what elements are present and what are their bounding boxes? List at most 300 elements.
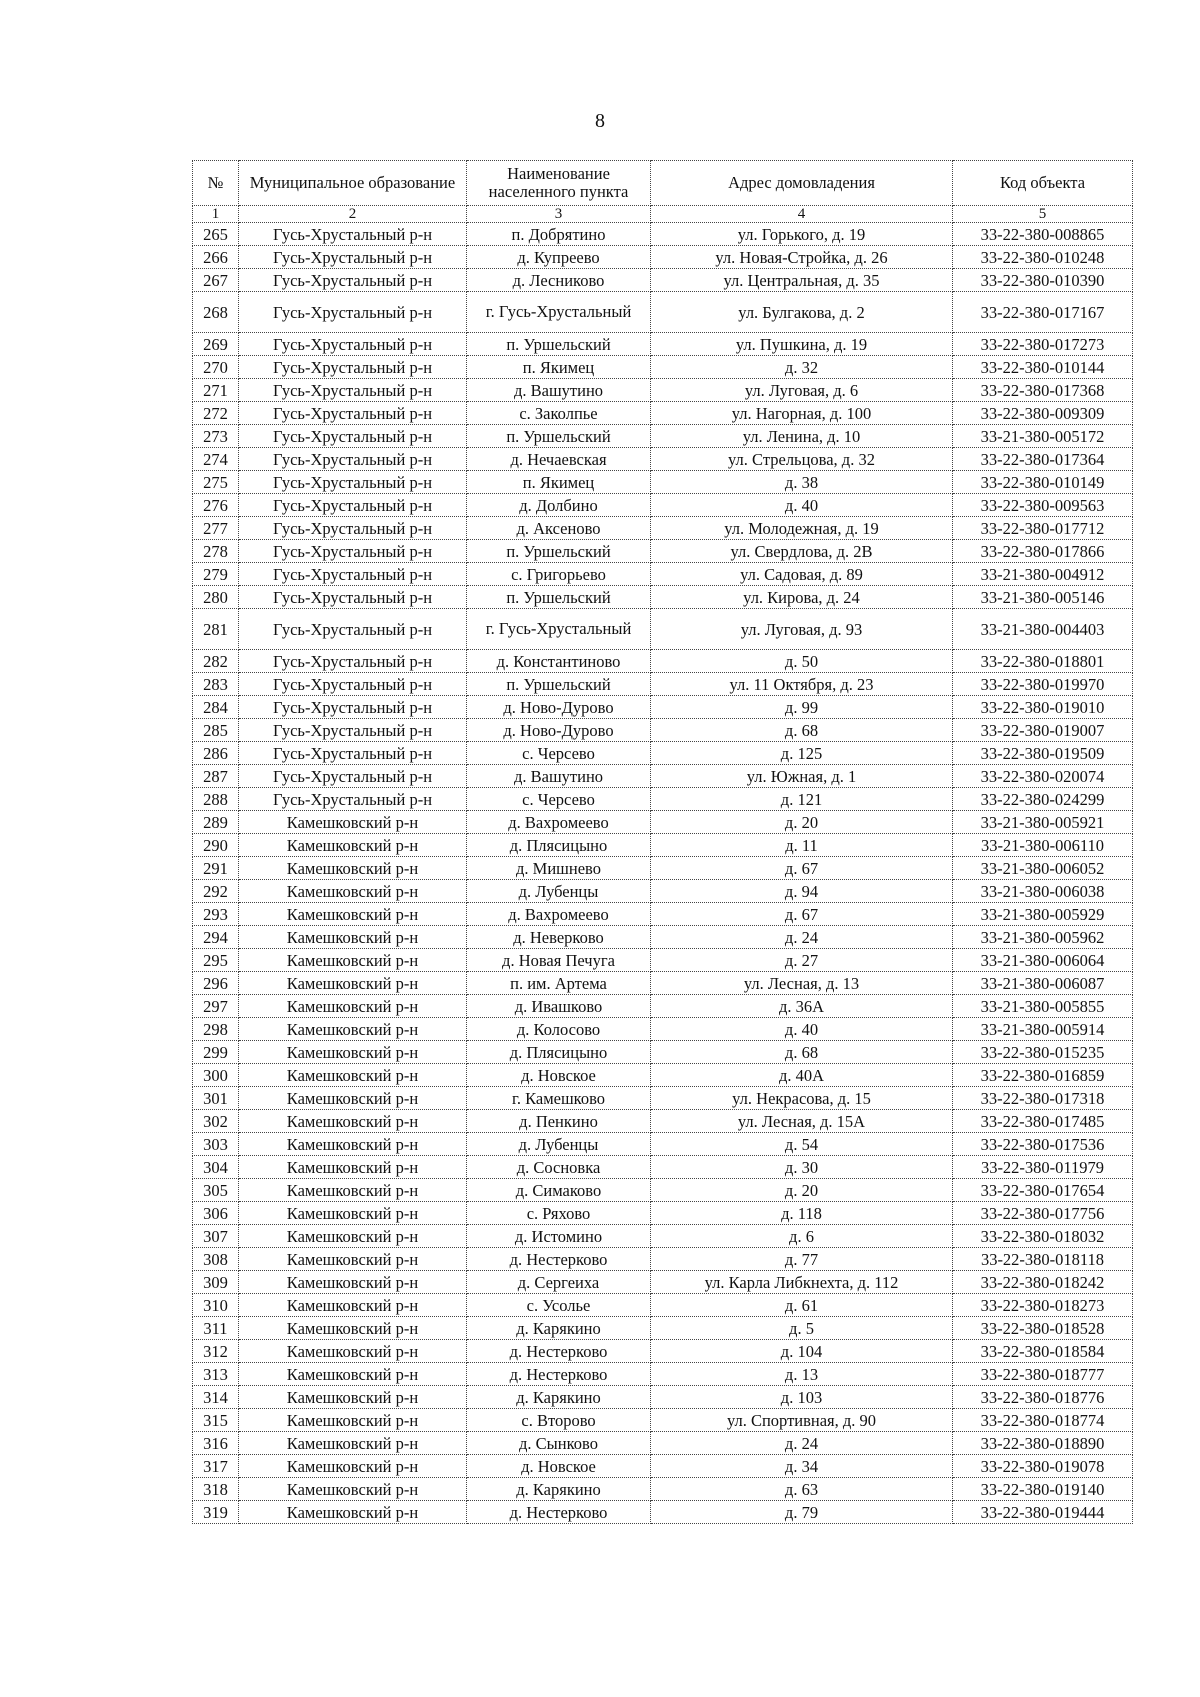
object-code-cell: 33-22-380-018890: [953, 1432, 1133, 1455]
object-code-cell: 33-22-380-010390: [953, 269, 1133, 292]
address-cell: д. 30: [651, 1156, 953, 1179]
settlement-cell: д. Вашутино: [467, 765, 651, 788]
table-row: [193, 742, 1133, 765]
row-number: 305: [193, 1179, 239, 1202]
municipality-cell: Гусь-Хрустальный р-н: [239, 609, 467, 650]
settlement-cell: г. Гусь-Хрустальный: [467, 609, 651, 650]
row-number: 315: [193, 1409, 239, 1432]
settlement-cell: с. Григорьево: [467, 563, 651, 586]
row-number: 310: [193, 1294, 239, 1317]
object-code-cell: 33-22-380-010149: [953, 471, 1133, 494]
object-code-cell: 33-22-380-017485: [953, 1110, 1133, 1133]
object-code-cell: 33-21-380-006064: [953, 949, 1133, 972]
table-row: [193, 719, 1133, 742]
address-cell: д. 13: [651, 1363, 953, 1386]
table-row: [193, 425, 1133, 448]
address-cell: д. 40А: [651, 1064, 953, 1087]
object-code-cell: 33-22-380-011979: [953, 1156, 1133, 1179]
settlement-cell: д. Новское: [467, 1064, 651, 1087]
row-number: 297: [193, 995, 239, 1018]
page-number: 8: [595, 110, 605, 132]
row-number: 295: [193, 949, 239, 972]
row-number: 285: [193, 719, 239, 742]
property-registry-table: [192, 160, 1133, 1524]
object-code-cell: 33-21-380-005146: [953, 586, 1133, 609]
object-code-cell: 33-21-380-006038: [953, 880, 1133, 903]
address-cell: д. 36А: [651, 995, 953, 1018]
table-row: [193, 1478, 1133, 1501]
settlement-cell: п. Добрятино: [467, 223, 651, 246]
row-number: 290: [193, 834, 239, 857]
table-row: [193, 1432, 1133, 1455]
municipality-cell: Гусь-Хрустальный р-н: [239, 425, 467, 448]
settlement-cell: п. Уршельский: [467, 673, 651, 696]
object-code-cell: 33-22-380-018801: [953, 650, 1133, 673]
address-cell: д. 104: [651, 1340, 953, 1363]
municipality-cell: Гусь-Хрустальный р-н: [239, 269, 467, 292]
object-code-cell: 33-22-380-017866: [953, 540, 1133, 563]
table-row: [193, 609, 1133, 650]
address-cell: д. 20: [651, 1179, 953, 1202]
row-number: 280: [193, 586, 239, 609]
municipality-cell: Гусь-Хрустальный р-н: [239, 402, 467, 425]
municipality-cell: Гусь-Хрустальный р-н: [239, 765, 467, 788]
object-code-cell: 33-21-380-004912: [953, 563, 1133, 586]
table-row: [193, 1064, 1133, 1087]
settlement-cell: д. Истомино: [467, 1225, 651, 1248]
settlement-cell: д. Лубенцы: [467, 1133, 651, 1156]
settlement-cell: д. Ивашково: [467, 995, 651, 1018]
address-cell: ул. 11 Октября, д. 23: [651, 673, 953, 696]
row-number: 308: [193, 1248, 239, 1271]
row-number: 272: [193, 402, 239, 425]
municipality-cell: Гусь-Хрустальный р-н: [239, 333, 467, 356]
table-row: [193, 1317, 1133, 1340]
settlement-cell: д. Карякино: [467, 1317, 651, 1340]
row-number: 298: [193, 1018, 239, 1041]
object-code-cell: 33-22-380-017167: [953, 292, 1133, 333]
address-cell: д. 68: [651, 719, 953, 742]
table-row: [193, 995, 1133, 1018]
row-number: 291: [193, 857, 239, 880]
settlement-cell: д. Сергеиха: [467, 1271, 651, 1294]
table-row: [193, 1340, 1133, 1363]
address-cell: д. 38: [651, 471, 953, 494]
settlement-cell: д. Неверково: [467, 926, 651, 949]
header-settlement: Наименование населенного пункта: [467, 161, 651, 206]
municipality-cell: Камешковский р-н: [239, 1317, 467, 1340]
municipality-cell: Камешковский р-н: [239, 1363, 467, 1386]
object-code-cell: 33-22-380-019970: [953, 673, 1133, 696]
table-row: [193, 857, 1133, 880]
object-code-cell: 33-22-380-018774: [953, 1409, 1133, 1432]
row-number: 273: [193, 425, 239, 448]
table-row: [193, 1179, 1133, 1202]
settlement-cell: д. Колосово: [467, 1018, 651, 1041]
column-number: 5: [953, 206, 1133, 223]
row-number: 283: [193, 673, 239, 696]
table-row: [193, 788, 1133, 811]
settlement-cell: д. Нестерково: [467, 1340, 651, 1363]
address-cell: ул. Пушкина, д. 19: [651, 333, 953, 356]
table-row: [193, 1386, 1133, 1409]
address-cell: ул. Молодежная, д. 19: [651, 517, 953, 540]
object-code-cell: 33-22-380-020074: [953, 765, 1133, 788]
table-row: [193, 696, 1133, 719]
settlement-cell: п. Уршельский: [467, 586, 651, 609]
address-cell: д. 54: [651, 1133, 953, 1156]
object-code-cell: 33-22-380-024299: [953, 788, 1133, 811]
municipality-cell: Камешковский р-н: [239, 1202, 467, 1225]
row-number: 302: [193, 1110, 239, 1133]
settlement-cell: д. Лубенцы: [467, 880, 651, 903]
object-code-cell: 33-22-380-017712: [953, 517, 1133, 540]
municipality-cell: Камешковский р-н: [239, 1225, 467, 1248]
row-number: 301: [193, 1087, 239, 1110]
address-cell: д. 121: [651, 788, 953, 811]
object-code-cell: 33-22-380-017364: [953, 448, 1133, 471]
row-number: 304: [193, 1156, 239, 1179]
settlement-cell: с. Заколпье: [467, 402, 651, 425]
settlement-cell: г. Гусь-Хрустальный: [467, 292, 651, 333]
table-row: [193, 1156, 1133, 1179]
municipality-cell: Камешковский р-н: [239, 1156, 467, 1179]
object-code-cell: 33-21-380-005172: [953, 425, 1133, 448]
table-row: [193, 563, 1133, 586]
object-code-cell: 33-22-380-018242: [953, 1271, 1133, 1294]
municipality-cell: Гусь-Хрустальный р-н: [239, 471, 467, 494]
municipality-cell: Камешковский р-н: [239, 857, 467, 880]
municipality-cell: Камешковский р-н: [239, 1432, 467, 1455]
municipality-cell: Камешковский р-н: [239, 1087, 467, 1110]
settlement-cell: д. Вашутино: [467, 379, 651, 402]
table-row: [193, 471, 1133, 494]
municipality-cell: Камешковский р-н: [239, 1271, 467, 1294]
address-cell: ул. Нагорная, д. 100: [651, 402, 953, 425]
table-row: [193, 1271, 1133, 1294]
column-number: 1: [193, 206, 239, 223]
municipality-cell: Камешковский р-н: [239, 903, 467, 926]
row-number: 313: [193, 1363, 239, 1386]
address-cell: ул. Центральная, д. 35: [651, 269, 953, 292]
municipality-cell: Камешковский р-н: [239, 972, 467, 995]
settlement-cell: д. Карякино: [467, 1478, 651, 1501]
table-row: [193, 1041, 1133, 1064]
table-body: [193, 223, 1133, 1524]
row-number: 316: [193, 1432, 239, 1455]
municipality-cell: Гусь-Хрустальный р-н: [239, 223, 467, 246]
table-row: [193, 880, 1133, 903]
object-code-cell: 33-22-380-018584: [953, 1340, 1133, 1363]
municipality-cell: Камешковский р-н: [239, 1064, 467, 1087]
municipality-cell: Камешковский р-н: [239, 1455, 467, 1478]
table-row: [193, 379, 1133, 402]
settlement-cell: д. Сосновка: [467, 1156, 651, 1179]
address-cell: д. 94: [651, 880, 953, 903]
address-cell: д. 103: [651, 1386, 953, 1409]
object-code-cell: 33-22-380-017756: [953, 1202, 1133, 1225]
object-code-cell: 33-22-380-019007: [953, 719, 1133, 742]
table-row: [193, 1501, 1133, 1524]
column-number-row: [193, 206, 1133, 223]
row-number: 309: [193, 1271, 239, 1294]
settlement-cell: д. Нестерково: [467, 1501, 651, 1524]
row-number: 281: [193, 609, 239, 650]
table-row: [193, 1248, 1133, 1271]
address-cell: д. 67: [651, 857, 953, 880]
municipality-cell: Гусь-Хрустальный р-н: [239, 788, 467, 811]
table-row: [193, 333, 1133, 356]
row-number: 312: [193, 1340, 239, 1363]
object-code-cell: 33-21-380-005962: [953, 926, 1133, 949]
address-cell: ул. Южная, д. 1: [651, 765, 953, 788]
object-code-cell: 33-22-380-016859: [953, 1064, 1133, 1087]
municipality-cell: Гусь-Хрустальный р-н: [239, 379, 467, 402]
table-row: [193, 517, 1133, 540]
municipality-cell: Камешковский р-н: [239, 1041, 467, 1064]
table-row: [193, 586, 1133, 609]
municipality-cell: Камешковский р-н: [239, 995, 467, 1018]
row-number: 265: [193, 223, 239, 246]
municipality-cell: Гусь-Хрустальный р-н: [239, 742, 467, 765]
address-cell: д. 67: [651, 903, 953, 926]
municipality-cell: Камешковский р-н: [239, 1294, 467, 1317]
column-number: 4: [651, 206, 953, 223]
row-number: 266: [193, 246, 239, 269]
address-cell: ул. Садовая, д. 89: [651, 563, 953, 586]
address-cell: ул. Некрасова, д. 15: [651, 1087, 953, 1110]
row-number: 268: [193, 292, 239, 333]
row-number: 270: [193, 356, 239, 379]
object-code-cell: 33-21-380-006110: [953, 834, 1133, 857]
object-code-cell: 33-22-380-018528: [953, 1317, 1133, 1340]
row-number: 271: [193, 379, 239, 402]
table-row: [193, 269, 1133, 292]
table-row: [193, 1455, 1133, 1478]
object-code-cell: 33-21-380-005929: [953, 903, 1133, 926]
row-number: 277: [193, 517, 239, 540]
municipality-cell: Гусь-Хрустальный р-н: [239, 540, 467, 563]
row-number: 269: [193, 333, 239, 356]
column-number: 3: [467, 206, 651, 223]
address-cell: ул. Луговая, д. 93: [651, 609, 953, 650]
municipality-cell: Камешковский р-н: [239, 949, 467, 972]
header-address: Адрес домовладения: [651, 161, 953, 206]
municipality-cell: Камешковский р-н: [239, 1340, 467, 1363]
address-cell: д. 24: [651, 926, 953, 949]
object-code-cell: 33-22-380-017368: [953, 379, 1133, 402]
address-cell: д. 63: [651, 1478, 953, 1501]
address-cell: ул. Стрельцова, д. 32: [651, 448, 953, 471]
address-cell: ул. Свердлова, д. 2В: [651, 540, 953, 563]
address-cell: ул. Лесная, д. 15А: [651, 1110, 953, 1133]
object-code-cell: 33-21-380-005921: [953, 811, 1133, 834]
municipality-cell: Камешковский р-н: [239, 811, 467, 834]
address-cell: ул. Карла Либкнехта, д. 112: [651, 1271, 953, 1294]
settlement-cell: д. Новское: [467, 1455, 651, 1478]
address-cell: д. 11: [651, 834, 953, 857]
address-cell: д. 27: [651, 949, 953, 972]
address-cell: ул. Ленина, д. 10: [651, 425, 953, 448]
object-code-cell: 33-22-380-017654: [953, 1179, 1133, 1202]
address-cell: ул. Булгакова, д. 2: [651, 292, 953, 333]
municipality-cell: Камешковский р-н: [239, 1248, 467, 1271]
address-cell: д. 77: [651, 1248, 953, 1271]
row-number: 300: [193, 1064, 239, 1087]
table-row: [193, 292, 1133, 333]
row-number: 288: [193, 788, 239, 811]
settlement-cell: д. Аксеново: [467, 517, 651, 540]
object-code-cell: 33-22-380-017536: [953, 1133, 1133, 1156]
municipality-cell: Гусь-Хрустальный р-н: [239, 517, 467, 540]
object-code-cell: 33-22-380-017318: [953, 1087, 1133, 1110]
settlement-cell: п. Уршельский: [467, 425, 651, 448]
row-number: 318: [193, 1478, 239, 1501]
row-number: 317: [193, 1455, 239, 1478]
municipality-cell: Гусь-Хрустальный р-н: [239, 719, 467, 742]
address-cell: д. 40: [651, 1018, 953, 1041]
address-cell: д. 61: [651, 1294, 953, 1317]
object-code-cell: 33-22-380-018273: [953, 1294, 1133, 1317]
settlement-cell: с. Черсево: [467, 788, 651, 811]
settlement-cell: д. Лесниково: [467, 269, 651, 292]
table-row: [193, 402, 1133, 425]
settlement-cell: п. Якимец: [467, 471, 651, 494]
header-number: №: [193, 161, 239, 206]
settlement-cell: д. Ново-Дурово: [467, 696, 651, 719]
address-cell: д. 40: [651, 494, 953, 517]
table-row: [193, 448, 1133, 471]
table-row: [193, 1202, 1133, 1225]
settlement-cell: д. Новая Печуга: [467, 949, 651, 972]
table-row: [193, 246, 1133, 269]
object-code-cell: 33-21-380-006087: [953, 972, 1133, 995]
table-header-row: [193, 161, 1133, 206]
address-cell: д. 6: [651, 1225, 953, 1248]
address-cell: ул. Кирова, д. 24: [651, 586, 953, 609]
row-number: 303: [193, 1133, 239, 1156]
address-cell: д. 34: [651, 1455, 953, 1478]
object-code-cell: 33-22-380-008865: [953, 223, 1133, 246]
settlement-cell: д. Вахромеево: [467, 903, 651, 926]
table-row: [193, 1110, 1133, 1133]
municipality-cell: Гусь-Хрустальный р-н: [239, 494, 467, 517]
table-row: [193, 1018, 1133, 1041]
municipality-cell: Гусь-Хрустальный р-н: [239, 563, 467, 586]
header-municipality: Муниципальное образование: [239, 161, 467, 206]
table-row: [193, 926, 1133, 949]
municipality-cell: Камешковский р-н: [239, 880, 467, 903]
object-code-cell: 33-22-380-015235: [953, 1041, 1133, 1064]
row-number: 276: [193, 494, 239, 517]
row-number: 287: [193, 765, 239, 788]
municipality-cell: Гусь-Хрустальный р-н: [239, 586, 467, 609]
settlement-cell: п. Уршельский: [467, 333, 651, 356]
row-number: 311: [193, 1317, 239, 1340]
object-code-cell: 33-22-380-019509: [953, 742, 1133, 765]
settlement-cell: д. Нестерково: [467, 1363, 651, 1386]
settlement-cell: п. Уршельский: [467, 540, 651, 563]
table-row: [193, 949, 1133, 972]
table-row: [193, 494, 1133, 517]
settlement-cell: д. Вахромеево: [467, 811, 651, 834]
object-code-cell: 33-22-380-010144: [953, 356, 1133, 379]
address-cell: ул. Лесная, д. 13: [651, 972, 953, 995]
municipality-cell: Камешковский р-н: [239, 1409, 467, 1432]
settlement-cell: д. Ново-Дурово: [467, 719, 651, 742]
header-object-code: Код объекта: [953, 161, 1133, 206]
settlement-cell: д. Плясицыно: [467, 1041, 651, 1064]
row-number: 286: [193, 742, 239, 765]
object-code-cell: 33-21-380-005855: [953, 995, 1133, 1018]
municipality-cell: Камешковский р-н: [239, 1110, 467, 1133]
object-code-cell: 33-22-380-009563: [953, 494, 1133, 517]
settlement-cell: п. им. Артема: [467, 972, 651, 995]
table-row: [193, 765, 1133, 788]
settlement-cell: д. Симаково: [467, 1179, 651, 1202]
settlement-cell: д. Карякино: [467, 1386, 651, 1409]
table-row: [193, 972, 1133, 995]
municipality-cell: Гусь-Хрустальный р-н: [239, 673, 467, 696]
object-code-cell: 33-22-380-017273: [953, 333, 1133, 356]
object-code-cell: 33-21-380-004403: [953, 609, 1133, 650]
settlement-cell: с. Черсево: [467, 742, 651, 765]
object-code-cell: 33-22-380-019444: [953, 1501, 1133, 1524]
municipality-cell: Камешковский р-н: [239, 1478, 467, 1501]
settlement-cell: д. Мишнево: [467, 857, 651, 880]
municipality-cell: Камешковский р-н: [239, 926, 467, 949]
municipality-cell: Камешковский р-н: [239, 834, 467, 857]
table-row: [193, 1225, 1133, 1248]
address-cell: ул. Горького, д. 19: [651, 223, 953, 246]
table-row: [193, 650, 1133, 673]
municipality-cell: Гусь-Хрустальный р-н: [239, 448, 467, 471]
address-cell: ул. Луговая, д. 6: [651, 379, 953, 402]
object-code-cell: 33-22-380-018032: [953, 1225, 1133, 1248]
municipality-cell: Камешковский р-н: [239, 1133, 467, 1156]
address-cell: д. 50: [651, 650, 953, 673]
row-number: 307: [193, 1225, 239, 1248]
settlement-cell: с. Ряхово: [467, 1202, 651, 1225]
municipality-cell: Гусь-Хрустальный р-н: [239, 246, 467, 269]
municipality-cell: Камешковский р-н: [239, 1179, 467, 1202]
settlement-cell: с. Второво: [467, 1409, 651, 1432]
row-number: 294: [193, 926, 239, 949]
table-row: [193, 1133, 1133, 1156]
object-code-cell: 33-22-380-018777: [953, 1363, 1133, 1386]
object-code-cell: 33-22-380-010248: [953, 246, 1133, 269]
settlement-cell: с. Усолье: [467, 1294, 651, 1317]
address-cell: д. 79: [651, 1501, 953, 1524]
row-number: 284: [193, 696, 239, 719]
municipality-cell: Гусь-Хрустальный р-н: [239, 650, 467, 673]
municipality-cell: Гусь-Хрустальный р-н: [239, 356, 467, 379]
table-row: [193, 834, 1133, 857]
row-number: 279: [193, 563, 239, 586]
column-number: 2: [239, 206, 467, 223]
object-code-cell: 33-21-380-006052: [953, 857, 1133, 880]
address-cell: д. 68: [651, 1041, 953, 1064]
row-number: 282: [193, 650, 239, 673]
settlement-cell: д. Пенкино: [467, 1110, 651, 1133]
row-number: 306: [193, 1202, 239, 1225]
row-number: 293: [193, 903, 239, 926]
table-row: [193, 1087, 1133, 1110]
settlement-cell: д. Нестерково: [467, 1248, 651, 1271]
table-row: [193, 811, 1133, 834]
table-row: [193, 1294, 1133, 1317]
object-code-cell: 33-22-380-018776: [953, 1386, 1133, 1409]
